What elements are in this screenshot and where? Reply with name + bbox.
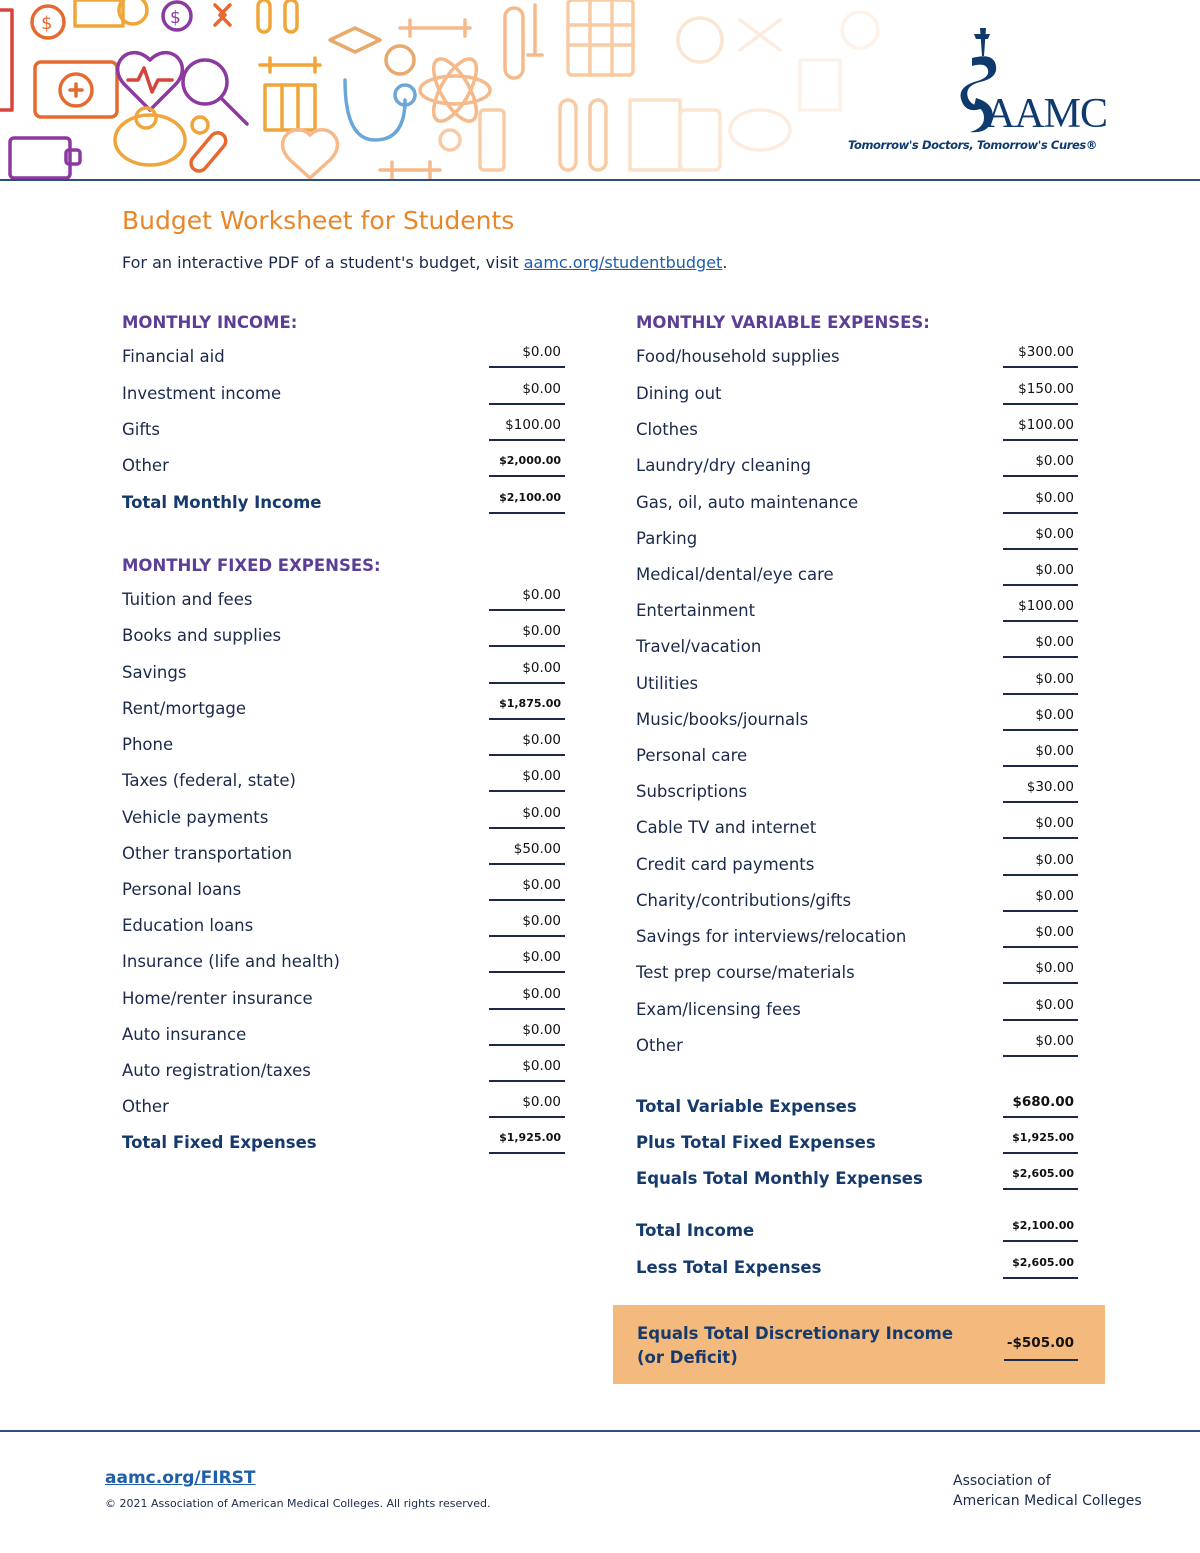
equals-monthly-value-field[interactable]: $2,605.00 bbox=[1003, 1164, 1078, 1190]
variable-clothes-label: Clothes bbox=[636, 420, 698, 439]
aamc-logo-text: AAMC bbox=[985, 91, 1108, 137]
total-fixed-expenses-row bbox=[122, 1124, 572, 1160]
calendar-icon bbox=[568, 0, 633, 75]
less-expenses-label: Less Total Expenses bbox=[636, 1258, 822, 1277]
variable-subscriptions-row bbox=[636, 773, 1081, 809]
fixed-savings-value-field[interactable]: $0.00 bbox=[489, 658, 565, 684]
income-heading: MONTHLY INCOME: bbox=[122, 313, 298, 332]
variable-other-label: Other bbox=[636, 1036, 683, 1055]
income-investment-income-row bbox=[122, 375, 572, 411]
fixed-books-and-supplies-label: Books and supplies bbox=[122, 626, 282, 645]
fixed-insurance-life-and-health-label: Insurance (life and health) bbox=[122, 952, 340, 971]
variable-cable-tv-and-internet-value-field[interactable]: $0.00 bbox=[1003, 813, 1078, 839]
variable-charity-contributions-gifts-row bbox=[636, 882, 1081, 918]
variable-credit-card-payments-label: Credit card payments bbox=[636, 855, 815, 874]
org-line1: Association of bbox=[953, 1473, 1051, 1489]
discretionary-label-line1: Equals Total Discretionary Income bbox=[637, 1324, 954, 1343]
fixed-phone-row bbox=[122, 726, 572, 762]
books-icon bbox=[265, 85, 315, 130]
variable-dining-out-value-field[interactable]: $150.00 bbox=[1003, 379, 1078, 405]
fixed-auto-insurance-row bbox=[122, 1016, 572, 1052]
variable-parking-label: Parking bbox=[636, 529, 698, 548]
subtitle-text: For an interactive PDF of a student's budget, visit bbox=[122, 253, 524, 272]
variable-food-household-supplies-row bbox=[636, 338, 1081, 374]
variable-dining-out-label: Dining out bbox=[636, 384, 722, 403]
variable-charity-contributions-gifts-value-field[interactable]: $0.00 bbox=[1003, 886, 1078, 912]
fixed-rent-mortgage-label: Rent/mortgage bbox=[122, 699, 246, 718]
total-monthly-income-row bbox=[122, 484, 572, 520]
variable-cable-tv-and-internet-row bbox=[636, 809, 1081, 845]
fixed-personal-loans-row bbox=[122, 871, 572, 907]
variable-savings-for-interviews-relocation-value-field[interactable]: $0.00 bbox=[1003, 922, 1078, 948]
heart-bandage-icon bbox=[283, 130, 338, 178]
variable-other-value-field[interactable]: $0.00 bbox=[1003, 1031, 1078, 1057]
total-monthly-income-label: Total Monthly Income bbox=[122, 493, 322, 512]
graduation-cap-icon bbox=[330, 28, 380, 52]
variable-laundry-dry-cleaning-label: Laundry/dry cleaning bbox=[636, 456, 811, 475]
variable-other-row bbox=[636, 1027, 1081, 1063]
discretionary-label-line2: (or Deficit) bbox=[637, 1348, 738, 1367]
fixed-insurance-life-and-health-row bbox=[122, 943, 572, 979]
income-gifts-label: Gifts bbox=[122, 420, 160, 439]
variable-utilities-row bbox=[636, 665, 1081, 701]
variable-gas-oil-auto-maintenance-label: Gas, oil, auto maintenance bbox=[636, 493, 859, 512]
variable-exam-licensing-fees-label: Exam/licensing fees bbox=[636, 1000, 801, 1019]
variable-credit-card-payments-value-field[interactable]: $0.00 bbox=[1003, 850, 1078, 876]
clipboard-icon bbox=[0, 10, 12, 110]
less-expenses-row bbox=[636, 1249, 1081, 1285]
studentbudget-link[interactable]: aamc.org/studentbudget bbox=[523, 253, 723, 272]
svg-text:$: $ bbox=[41, 13, 53, 34]
fixed-auto-registration-taxes-label: Auto registration/taxes bbox=[122, 1061, 311, 1080]
fixed-home-renter-insurance-row bbox=[122, 980, 572, 1016]
total-variable-row bbox=[636, 1088, 1081, 1124]
fixed-vehicle-payments-row bbox=[122, 799, 572, 835]
fixed-insurance-life-and-health-value-field[interactable]: $0.00 bbox=[489, 947, 565, 973]
fixed-personal-loans-label: Personal loans bbox=[122, 880, 242, 899]
thermometer-icon bbox=[505, 8, 523, 78]
variable-travel-vacation-row bbox=[636, 628, 1081, 664]
test-tube2-icon bbox=[560, 100, 576, 170]
plus-fixed-row bbox=[636, 1124, 1081, 1160]
income-financial-aid-row bbox=[122, 338, 572, 374]
fixed-other-row bbox=[122, 1088, 572, 1124]
capsule-icon bbox=[188, 130, 229, 175]
first-link[interactable]: aamc.org/FIRST bbox=[105, 1468, 256, 1488]
variable-gas-oil-auto-maintenance-value-field[interactable]: $0.00 bbox=[1003, 488, 1078, 514]
subtitle-end: . bbox=[722, 253, 728, 272]
fixed-tuition-and-fees-label: Tuition and fees bbox=[122, 590, 253, 609]
fixed-books-and-supplies-row bbox=[122, 617, 572, 653]
variable-savings-for-interviews-relocation-row bbox=[636, 918, 1081, 954]
total-income-value-field[interactable]: $2,100.00 bbox=[1003, 1216, 1078, 1242]
income-other-label: Other bbox=[122, 456, 169, 475]
fixed-rent-mortgage-value-field[interactable]: $1,875.00 bbox=[489, 694, 565, 720]
variable-clothes-row bbox=[636, 411, 1081, 447]
variable-heading: MONTHLY VARIABLE EXPENSES: bbox=[636, 313, 930, 332]
variable-entertainment-label: Entertainment bbox=[636, 601, 756, 620]
income-gifts-value-field[interactable]: $100.00 bbox=[489, 415, 565, 441]
income-financial-aid-label: Financial aid bbox=[122, 347, 225, 366]
pill-icon bbox=[192, 117, 208, 133]
variable-travel-vacation-value-field[interactable]: $0.00 bbox=[1003, 632, 1078, 658]
total-variable-value-field[interactable]: $680.00 bbox=[1003, 1092, 1078, 1118]
coin2-icon bbox=[386, 46, 414, 74]
total-monthly-income-value-field[interactable]: $2,100.00 bbox=[489, 488, 565, 514]
fixed-education-loans-row bbox=[122, 907, 572, 943]
fixed-savings-row bbox=[122, 654, 572, 690]
variable-medical-dental-eye-care-row bbox=[636, 556, 1081, 592]
calculator-icon bbox=[75, 0, 123, 26]
fixed-vehicle-payments-value-field[interactable]: $0.00 bbox=[489, 803, 565, 829]
variable-food-household-supplies-label: Food/household supplies bbox=[636, 347, 840, 366]
page-title: Budget Worksheet for Students bbox=[122, 206, 515, 235]
fixed-personal-loans-value-field[interactable]: $0.00 bbox=[489, 875, 565, 901]
syringe-icon bbox=[260, 58, 320, 72]
fixed-home-renter-insurance-value-field[interactable]: $0.00 bbox=[489, 984, 565, 1010]
subtitle bbox=[122, 253, 727, 272]
variable-test-prep-course-materials-row bbox=[636, 954, 1081, 990]
fixed-auto-insurance-label: Auto insurance bbox=[122, 1025, 247, 1044]
fixed-phone-value-field[interactable]: $0.00 bbox=[489, 730, 565, 756]
income-investment-income-label: Investment income bbox=[122, 384, 282, 403]
variable-credit-card-payments-row bbox=[636, 846, 1081, 882]
variable-travel-vacation-label: Travel/vacation bbox=[636, 637, 762, 656]
header-banner bbox=[0, 0, 1200, 180]
variable-charity-contributions-gifts-label: Charity/contributions/gifts bbox=[636, 891, 852, 910]
variable-music-books-journals-value-field[interactable]: $0.00 bbox=[1003, 705, 1078, 731]
fixed-other-transportation-row bbox=[122, 835, 572, 871]
variable-savings-for-interviews-relocation-label: Savings for interviews/relocation bbox=[636, 927, 907, 946]
fixed-savings-label: Savings bbox=[122, 663, 187, 682]
variable-medical-dental-eye-care-label: Medical/dental/eye care bbox=[636, 565, 834, 584]
fixed-education-loans-label: Education loans bbox=[122, 916, 254, 935]
plus-fixed-value-field[interactable]: $1,925.00 bbox=[1003, 1128, 1078, 1154]
variable-personal-care-label: Personal care bbox=[636, 746, 748, 765]
fixed-auto-insurance-value-field[interactable]: $0.00 bbox=[489, 1020, 565, 1046]
footer-divider bbox=[0, 1430, 1200, 1432]
fixed-auto-registration-taxes-row bbox=[122, 1052, 572, 1088]
piggy-bank-icon bbox=[115, 115, 185, 165]
variable-music-books-journals-label: Music/books/journals bbox=[636, 710, 809, 729]
variable-entertainment-value-field[interactable]: $100.00 bbox=[1003, 596, 1078, 622]
fixed-taxes-federal-state-value-field[interactable]: $0.00 bbox=[489, 766, 565, 792]
fixed-taxes-federal-state-row bbox=[122, 762, 572, 798]
variable-cable-tv-and-internet-label: Cable TV and internet bbox=[636, 818, 817, 837]
total-fixed-expenses-value-field[interactable]: $1,925.00 bbox=[489, 1128, 565, 1154]
equals-monthly-row bbox=[636, 1160, 1081, 1196]
total-fixed-expenses-label: Total Fixed Expenses bbox=[122, 1133, 317, 1152]
fixed-taxes-federal-state-label: Taxes (federal, state) bbox=[122, 771, 296, 790]
variable-test-prep-course-materials-value-field[interactable]: $0.00 bbox=[1003, 958, 1078, 984]
atom-icon bbox=[420, 76, 490, 104]
variable-music-books-journals-row bbox=[636, 701, 1081, 737]
income-other-row bbox=[122, 447, 572, 483]
fixed-other-transportation-value-field[interactable]: $50.00 bbox=[489, 839, 565, 865]
variable-laundry-dry-cleaning-row bbox=[636, 447, 1081, 483]
fixed-tuition-and-fees-row bbox=[122, 581, 572, 617]
fixed-other-value-field[interactable]: $0.00 bbox=[489, 1092, 565, 1118]
discretionary-box bbox=[613, 1305, 1105, 1384]
fixed-phone-label: Phone bbox=[122, 735, 174, 754]
income-other-value-field[interactable]: $2,000.00 bbox=[489, 451, 565, 477]
fixed-home-renter-insurance-label: Home/renter insurance bbox=[122, 989, 313, 1008]
income-gifts-row bbox=[122, 411, 572, 447]
income-financial-aid-value-field[interactable]: $0.00 bbox=[489, 342, 565, 368]
variable-utilities-value-field[interactable]: $0.00 bbox=[1003, 669, 1078, 695]
variable-exam-licensing-fees-row bbox=[636, 991, 1081, 1027]
test-tube-icon bbox=[258, 0, 270, 32]
wallet-icon bbox=[10, 138, 70, 178]
variable-entertainment-row bbox=[636, 592, 1081, 628]
variable-subscriptions-value-field[interactable]: $30.00 bbox=[1003, 777, 1078, 803]
fixed-rent-mortgage-row bbox=[122, 690, 572, 726]
variable-utilities-label: Utilities bbox=[636, 674, 699, 693]
equals-monthly-label: Equals Total Monthly Expenses bbox=[636, 1169, 923, 1188]
variable-parking-row bbox=[636, 520, 1081, 556]
fixed-other-transportation-label: Other transportation bbox=[122, 844, 293, 863]
plus-fixed-label: Plus Total Fixed Expenses bbox=[636, 1133, 876, 1152]
total-variable-label: Total Variable Expenses bbox=[636, 1097, 857, 1116]
variable-clothes-value-field[interactable]: $100.00 bbox=[1003, 415, 1078, 441]
org-line2: American Medical Colleges bbox=[953, 1493, 1142, 1509]
fixed-other-label: Other bbox=[122, 1097, 169, 1116]
fixed-vehicle-payments-label: Vehicle payments bbox=[122, 808, 269, 827]
variable-parking-value-field[interactable]: $0.00 bbox=[1003, 524, 1078, 550]
organization-name bbox=[953, 1471, 1142, 1511]
discretionary-label bbox=[637, 1322, 953, 1370]
svg-text:$: $ bbox=[170, 8, 181, 28]
variable-exam-licensing-fees-value-field[interactable]: $0.00 bbox=[1003, 995, 1078, 1021]
variable-test-prep-course-materials-label: Test prep course/materials bbox=[636, 963, 855, 982]
total-income-row bbox=[636, 1212, 1081, 1248]
copyright: © 2021 Association of American Medical Colleges. All rights reserved. bbox=[105, 1497, 491, 1510]
fixed-education-loans-value-field[interactable]: $0.00 bbox=[489, 911, 565, 937]
variable-dining-out-row bbox=[636, 375, 1081, 411]
total-income-label: Total Income bbox=[636, 1221, 755, 1240]
medical-star-icon bbox=[215, 5, 230, 25]
header-divider bbox=[0, 179, 1200, 181]
fixed-books-and-supplies-value-field[interactable]: $0.00 bbox=[489, 621, 565, 647]
less-expenses-value-field[interactable]: $2,605.00 bbox=[1003, 1253, 1078, 1279]
discretionary-value-field[interactable]: -$505.00 bbox=[1004, 1335, 1078, 1361]
variable-medical-dental-eye-care-value-field[interactable]: $0.00 bbox=[1003, 560, 1078, 586]
tagline: Tomorrow's Doctors, Tomorrow's Cures® bbox=[848, 138, 1097, 152]
variable-food-household-supplies-value-field[interactable]: $300.00 bbox=[1003, 342, 1078, 368]
variable-subscriptions-label: Subscriptions bbox=[636, 782, 748, 801]
income-investment-income-value-field[interactable]: $0.00 bbox=[489, 379, 565, 405]
variable-personal-care-row bbox=[636, 737, 1081, 773]
fixed-heading: MONTHLY FIXED EXPENSES: bbox=[122, 556, 381, 575]
variable-personal-care-value-field[interactable]: $0.00 bbox=[1003, 741, 1078, 767]
fixed-tuition-and-fees-value-field[interactable]: $0.00 bbox=[489, 585, 565, 611]
variable-laundry-dry-cleaning-value-field[interactable]: $0.00 bbox=[1003, 451, 1078, 477]
variable-gas-oil-auto-maintenance-row bbox=[636, 484, 1081, 520]
fixed-auto-registration-taxes-value-field[interactable]: $0.00 bbox=[489, 1056, 565, 1082]
